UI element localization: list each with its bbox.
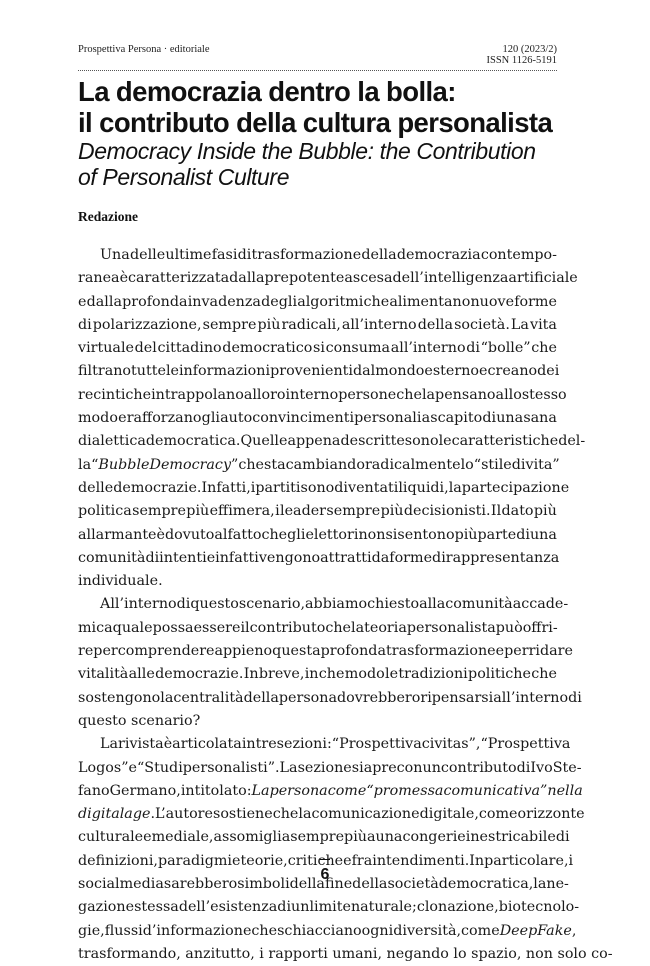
body-line: All’interno di questo scenario, abbiamo chiesto alla comunità accade- bbox=[100, 596, 569, 613]
body-line: individuale. bbox=[78, 573, 163, 590]
body-line: re per comprendere appieno questa profonda trasformazione e per ridare bbox=[78, 643, 573, 660]
body-line: virtuale del cittadino democratico si consuma all’interno di “bolle” che bbox=[78, 340, 557, 357]
author: Redazione bbox=[78, 209, 138, 224]
page-number: 6 bbox=[320, 866, 330, 883]
body-line: recinti che intrappolano al loro interno persone che la pensano allo stesso bbox=[78, 386, 567, 403]
body-line: questo scenario? bbox=[78, 712, 201, 729]
article-title-block bbox=[78, 76, 558, 190]
body-line: gazione stessa dell’esistenza di un limite naturale; clonazione, biotecnolo- bbox=[78, 899, 580, 916]
journal-section-label: Prospettiva Persona · editoriale bbox=[78, 44, 210, 55]
issue-info bbox=[487, 44, 558, 66]
body-line: trasformando, anzitutto, i rapporti umani, negando lo spazio, non solo co- bbox=[78, 945, 613, 962]
title-english-line-1: Democracy Inside the Bubble: the Contribution bbox=[78, 138, 536, 164]
body-line: social media sarebbero simboli della fine della società democratica, la ne- bbox=[78, 876, 569, 893]
header-rule bbox=[78, 70, 557, 71]
body-line: definizioni, paradigmi e teorie, critiche e fraintendimenti. In particolare, i bbox=[78, 852, 574, 869]
body-line: Logos” e “Studi personalisti”. La sezione si apre con un contributo di Ivo Ste- bbox=[78, 759, 582, 776]
body-line: fano Germano, intitolato: La persona come “promessa comunicativa” nella bbox=[78, 782, 583, 799]
body-line: di polarizzazione, sempre più radicali, all’interno della società. La vita bbox=[78, 316, 557, 333]
body-line: e dalla profonda invadenza degli algoritmi che alimentano nuove forme bbox=[78, 293, 557, 310]
title-italian-line-2: il contributo della cultura personalista bbox=[78, 107, 553, 138]
body-line: vitalità alle democrazie. In breve, in che modo le tradizioni politiche che bbox=[78, 666, 557, 683]
folio-mark bbox=[320, 859, 330, 860]
title-italian-line-1: La democrazia dentro la bolla: bbox=[78, 76, 456, 107]
body-line: dialettica democratica. Quelle appena descritte sono le caratteristiche del- bbox=[78, 433, 586, 450]
body-line: La rivista è articolata in tre sezioni: “Prospettiva civitas”, “Prospettiva bbox=[100, 736, 571, 753]
article-body bbox=[78, 244, 613, 966]
body-line: culturale e mediale, assomiglia sempre più a una congerie inestricabile di bbox=[78, 829, 570, 846]
body-line: mica quale possa essere il contributo che la teoria personalista può offri- bbox=[78, 619, 558, 636]
body-line: comunità di intenti e infatti vengono attratti da forme di rappresentanza bbox=[78, 549, 560, 566]
running-header bbox=[78, 44, 557, 70]
body-line: allarmante è dovuto al fatto che gli elettori non si sentono più parte di una bbox=[78, 526, 557, 543]
title-english-line-2: of Personalist Culture bbox=[78, 164, 290, 190]
body-line: la “ Bubble Democracy ” che sta cambiando radicalmente lo “stile di vita” bbox=[78, 456, 560, 473]
body-line: politica sempre più effimera, i leader sempre più decisionisti. Il dato più bbox=[78, 503, 557, 520]
body-line: digital age . L’autore sostiene che la comunicazione digitale, come orizzonte bbox=[78, 806, 585, 823]
body-line: delle democrazie. Infatti, i partiti sono diventati liquidi, la partecipazione bbox=[78, 479, 570, 496]
issn: ISSN 1126-5191 bbox=[486, 55, 557, 66]
body-line: filtrano tutte le informazioni provenienti dal mondo esterno e creano dei bbox=[78, 363, 560, 380]
body-line: Una delle ultime fasi di trasformazione della democrazia contempo- bbox=[100, 247, 557, 263]
body-line: modo e rafforzano gli autoconvincimenti personali a scapito di una sana bbox=[78, 410, 557, 427]
issue-number: 120 (2023/2) bbox=[502, 44, 557, 55]
body-line: sostengono la centralità della persona dovrebbero ripensarsi all’interno di bbox=[78, 689, 582, 706]
body-line: ranea è caratterizzata dalla prepotente ascesa dell’intelligenza artificiale bbox=[78, 270, 578, 287]
body-line: gie, flussi d’informazione che schiacciano ogni diversità, come Deep Fake , bbox=[78, 922, 577, 939]
